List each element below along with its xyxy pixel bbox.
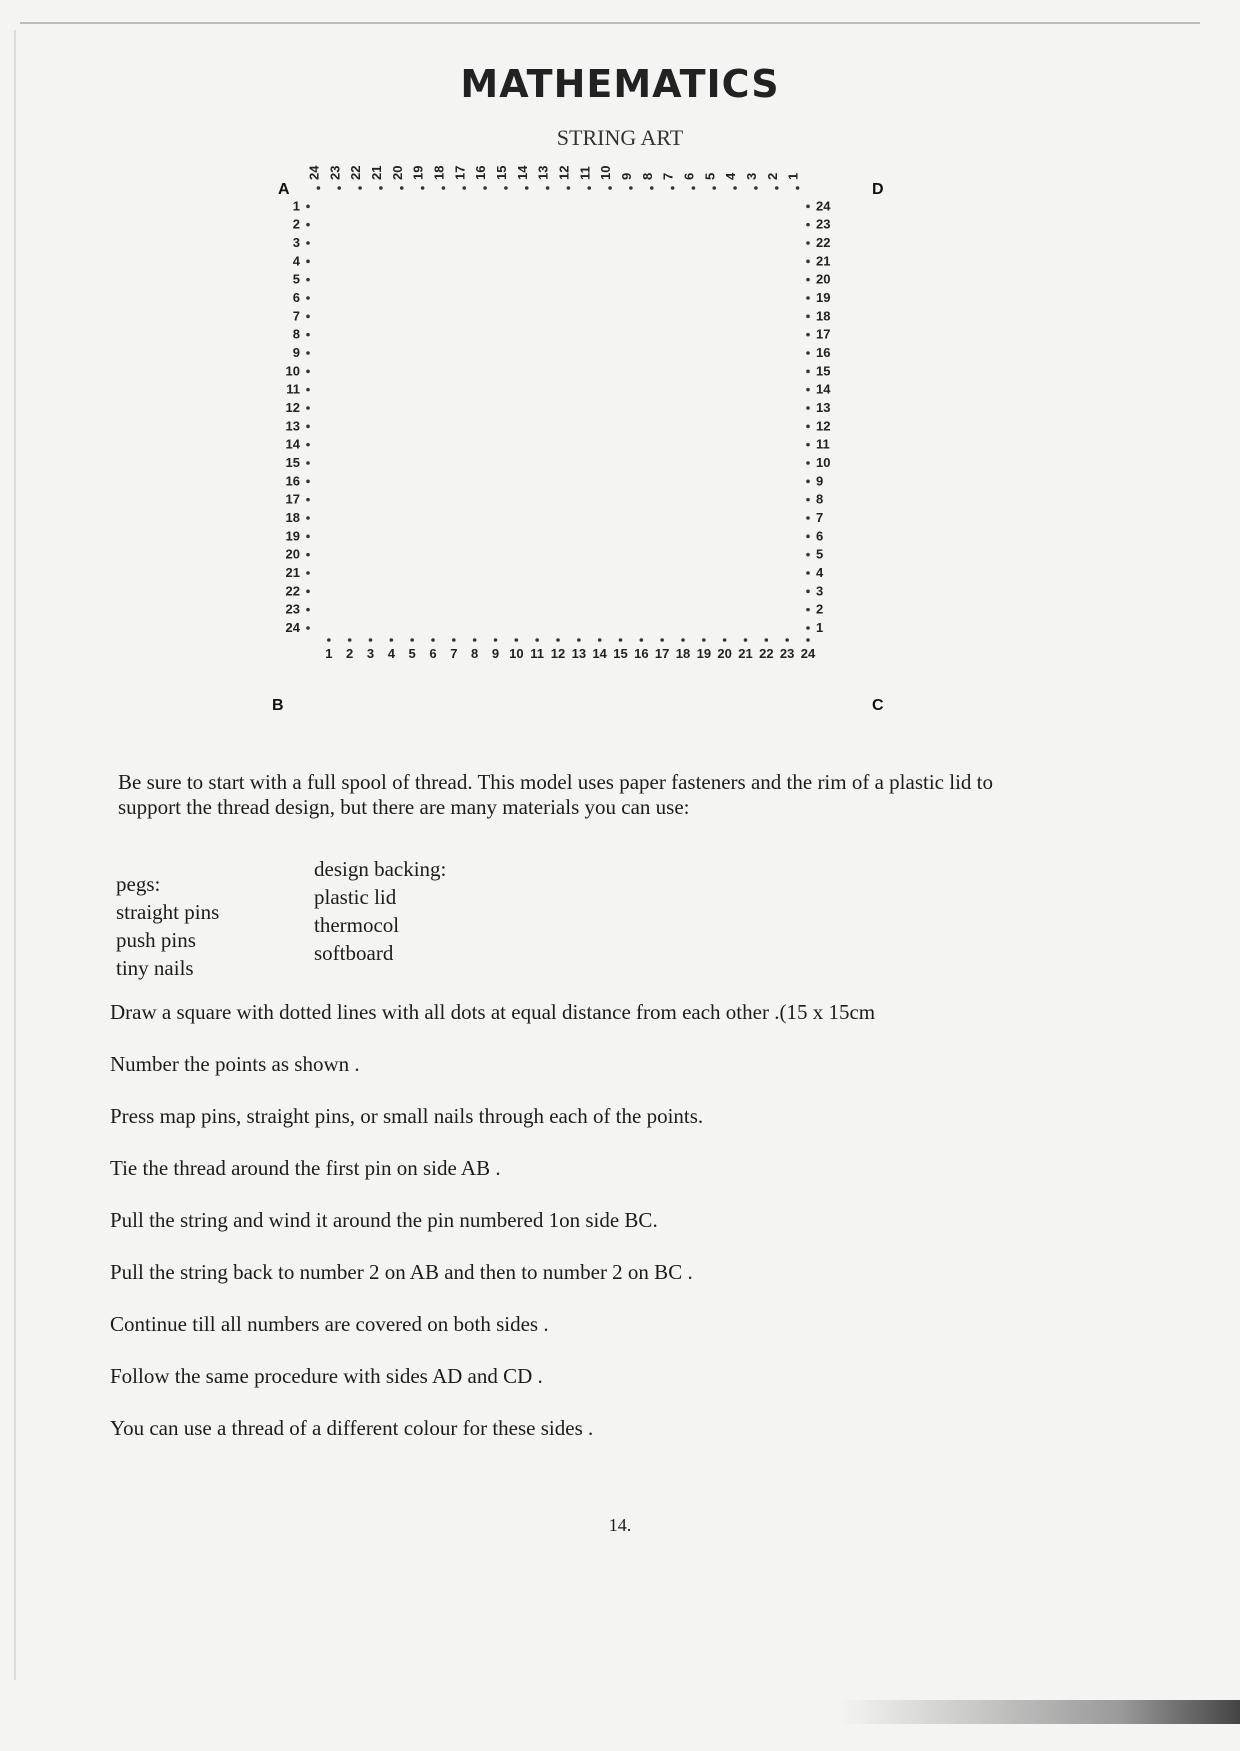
point-cd-13 (806, 406, 810, 410)
step-8: Follow the same procedure with sides AD and CD . (110, 1364, 543, 1388)
page-title: MATHEMATICS (460, 62, 780, 106)
label-cd-16: 16 (816, 345, 831, 360)
pegs-item: straight pins (116, 900, 220, 924)
label-ad-13: 13 (535, 165, 551, 180)
label-cd-5: 5 (816, 546, 824, 562)
label-ab-14: 14 (285, 436, 300, 452)
corner-label-a: A (278, 181, 290, 198)
label-ad-15: 15 (493, 165, 509, 180)
label-cd-2: 2 (816, 601, 824, 617)
point-cd-5 (806, 553, 810, 557)
label-ab-21: 21 (285, 565, 300, 580)
point-ab-5 (306, 278, 310, 282)
label-bc-23: 23 (779, 646, 795, 661)
point-cd-24 (806, 205, 810, 209)
backing-list (314, 855, 446, 967)
label-ab-8: 8 (292, 326, 300, 342)
label-ad-6: 6 (681, 172, 697, 180)
point-cd-19 (806, 296, 810, 300)
point-cd-1 (806, 626, 810, 630)
label-ab-4: 4 (292, 253, 300, 269)
point-ab-16 (306, 480, 310, 484)
label-ab-1: 1 (292, 198, 300, 214)
label-cd-3: 3 (816, 583, 824, 599)
point-ad-23 (337, 186, 341, 190)
point-cd-22 (806, 241, 810, 245)
point-ab-24 (306, 626, 310, 630)
point-cd-23 (806, 223, 810, 227)
point-ab-7 (306, 315, 310, 319)
label-bc-22: 22 (759, 646, 774, 661)
label-ab-2: 2 (292, 216, 300, 232)
step-5: Pull the string and wind it around the pin numbered 1on side BC. (110, 1208, 658, 1232)
point-bc-11 (535, 638, 539, 642)
point-ad-17 (462, 186, 466, 190)
point-ad-18 (442, 186, 446, 190)
instruction-steps (110, 1000, 1090, 1468)
label-ab-20: 20 (285, 546, 300, 562)
string-art-diagram (260, 160, 900, 720)
numbered-points (286, 165, 832, 661)
point-bc-19 (702, 638, 706, 642)
point-ad-4 (733, 186, 737, 190)
label-ad-11: 11 (577, 166, 593, 180)
point-ad-21 (379, 186, 383, 190)
label-ad-3: 3 (743, 172, 759, 180)
page-subtitle: STRING ART (556, 125, 684, 150)
label-ab-16: 16 (285, 473, 300, 489)
point-ab-19 (306, 535, 310, 539)
label-bc-18: 18 (675, 646, 691, 661)
point-ab-17 (306, 498, 310, 502)
point-bc-22 (765, 638, 769, 642)
label-bc-24: 24 (800, 646, 816, 661)
pegs-item: tiny nails (116, 956, 194, 980)
label-ab-6: 6 (292, 290, 300, 305)
point-cd-20 (806, 278, 810, 282)
label-bc-2: 2 (346, 646, 354, 661)
point-ad-19 (421, 186, 425, 190)
label-bc-20: 20 (717, 646, 732, 661)
point-ab-8 (306, 333, 310, 337)
label-ab-17: 17 (285, 491, 300, 507)
point-ab-10 (306, 370, 310, 374)
label-cd-20: 20 (816, 271, 831, 287)
scan-edge-top (20, 22, 1200, 24)
label-ab-3: 3 (292, 235, 300, 250)
label-bc-19: 19 (696, 646, 712, 661)
label-ad-14: 14 (514, 165, 530, 180)
label-ab-9: 9 (292, 345, 300, 360)
point-bc-7 (452, 638, 456, 642)
point-ab-2 (306, 223, 310, 227)
page-number: 14. (608, 1515, 632, 1535)
point-cd-16 (806, 351, 810, 355)
point-cd-18 (806, 315, 810, 319)
label-bc-13: 13 (571, 646, 587, 661)
label-ab-22: 22 (285, 583, 300, 599)
point-cd-2 (806, 608, 810, 612)
point-ab-4 (306, 260, 310, 264)
label-cd-21: 21 (816, 253, 831, 269)
label-bc-10: 10 (509, 646, 524, 661)
label-bc-3: 3 (366, 646, 375, 661)
label-ad-18: 18 (431, 165, 447, 180)
label-cd-17: 17 (816, 326, 831, 342)
point-bc-14 (598, 638, 602, 642)
point-ab-3 (306, 241, 310, 245)
label-ad-16: 16 (473, 165, 489, 180)
label-ab-12: 12 (285, 400, 300, 415)
point-ad-2 (775, 186, 779, 190)
label-cd-15: 15 (816, 363, 831, 379)
label-ad-12: 12 (556, 165, 572, 180)
point-ad-1 (796, 186, 800, 190)
point-bc-24 (806, 638, 810, 642)
label-ad-2: 2 (764, 172, 780, 180)
point-bc-21 (744, 638, 748, 642)
label-bc-8: 8 (471, 646, 479, 661)
label-cd-11: 11 (816, 436, 830, 452)
label-ad-22: 22 (348, 165, 364, 180)
string-art-svg (260, 160, 900, 720)
point-ad-20 (400, 186, 404, 190)
point-bc-5 (410, 638, 414, 642)
label-bc-6: 6 (429, 646, 437, 661)
intro-paragraph: Be sure to start with a full spool of thread. This model uses paper fasteners and the rim of a plastic lid to support the thread design, but there are many materials you can use: (118, 770, 993, 819)
label-ab-18: 18 (285, 510, 300, 525)
point-bc-4 (390, 638, 394, 642)
step-1: Draw a square with dotted lines with all dots at equal distance from each other .(15 x 15cm (110, 1000, 876, 1024)
label-cd-18: 18 (816, 308, 831, 324)
corner-label-c: C (872, 697, 884, 714)
scan-edge-left (14, 30, 16, 1680)
label-cd-9: 9 (816, 473, 824, 489)
corner-label-b: B (272, 697, 284, 714)
label-cd-7: 7 (816, 510, 824, 525)
label-ab-11: 11 (286, 381, 300, 397)
label-bc-5: 5 (408, 646, 416, 661)
label-bc-1: 1 (325, 646, 333, 661)
point-bc-3 (369, 638, 373, 642)
point-bc-20 (723, 638, 727, 642)
label-bc-4: 4 (387, 646, 395, 661)
label-cd-8: 8 (816, 491, 824, 507)
label-bc-9: 9 (491, 646, 500, 661)
label-cd-22: 22 (816, 235, 831, 250)
point-bc-8 (473, 638, 477, 642)
point-bc-18 (681, 638, 685, 642)
label-bc-14: 14 (592, 646, 607, 661)
backing-item: thermocol (314, 913, 400, 937)
corner-label-d: D (872, 181, 884, 198)
point-cd-9 (806, 480, 810, 484)
point-bc-9 (494, 638, 498, 642)
label-ab-23: 23 (285, 601, 300, 617)
point-ab-12 (306, 406, 310, 410)
step-7: Continue till all numbers are covered on both sides . (110, 1312, 549, 1336)
point-ad-24 (317, 186, 321, 190)
step-9: You can use a thread of a different colour for these sides . (110, 1416, 594, 1440)
point-cd-17 (806, 333, 810, 337)
point-ab-6 (306, 296, 310, 300)
step-4: Tie the thread around the first pin on side AB . (110, 1156, 501, 1180)
point-bc-13 (577, 638, 581, 642)
point-cd-8 (806, 498, 810, 502)
pegs-list (116, 870, 219, 982)
label-ad-8: 8 (639, 172, 655, 180)
point-cd-4 (806, 571, 810, 575)
label-bc-17: 17 (654, 646, 670, 661)
label-ab-7: 7 (292, 308, 300, 324)
point-ab-9 (306, 351, 310, 355)
point-ad-11 (587, 186, 591, 190)
point-ad-6 (692, 186, 696, 190)
label-cd-13: 13 (816, 400, 831, 415)
scan-shadow (840, 1700, 1240, 1724)
label-ad-10: 10 (598, 165, 614, 180)
label-cd-23: 23 (816, 216, 831, 232)
point-ad-14 (525, 186, 529, 190)
backing-item: plastic lid (314, 885, 397, 909)
label-ad-24: 24 (306, 165, 322, 180)
point-bc-2 (348, 638, 352, 642)
point-bc-1 (327, 638, 331, 642)
point-ad-15 (504, 186, 508, 190)
point-cd-6 (806, 535, 810, 539)
point-bc-23 (785, 638, 789, 642)
label-ad-19: 19 (410, 165, 426, 180)
point-cd-21 (806, 260, 810, 264)
point-ad-22 (358, 186, 362, 190)
step-6: Pull the string back to number 2 on AB and then to number 2 on BC . (110, 1260, 693, 1284)
label-ab-10: 10 (285, 363, 300, 379)
point-cd-14 (806, 388, 810, 392)
point-cd-3 (806, 590, 810, 594)
label-ad-7: 7 (660, 172, 676, 180)
point-cd-11 (806, 443, 810, 447)
label-bc-16: 16 (634, 646, 649, 661)
point-ad-8 (650, 186, 654, 190)
point-ad-9 (629, 186, 633, 190)
label-bc-12: 12 (550, 646, 566, 661)
point-ad-10 (608, 186, 612, 190)
point-cd-12 (806, 425, 810, 429)
pegs-item: push pins (116, 928, 196, 952)
point-ab-1 (306, 205, 310, 209)
label-ad-21: 21 (368, 165, 384, 180)
point-ab-11 (306, 388, 310, 392)
point-cd-10 (806, 461, 810, 465)
label-cd-14: 14 (816, 381, 831, 397)
label-cd-12: 12 (816, 418, 831, 434)
label-cd-19: 19 (816, 290, 831, 305)
backing-heading: design backing: (314, 857, 447, 881)
point-ad-7 (671, 186, 675, 190)
point-ab-21 (306, 571, 310, 575)
point-ad-5 (712, 186, 716, 190)
label-ad-5: 5 (702, 172, 718, 180)
label-cd-6: 6 (816, 528, 824, 544)
point-bc-6 (431, 638, 435, 642)
point-ad-3 (754, 186, 758, 190)
label-cd-24: 24 (816, 198, 831, 214)
step-2: Number the points as shown . (110, 1052, 360, 1076)
label-ad-9: 9 (618, 172, 634, 180)
point-ab-22 (306, 590, 310, 594)
label-ad-20: 20 (389, 165, 405, 180)
point-ab-13 (306, 425, 310, 429)
point-ab-18 (306, 516, 310, 520)
label-ab-19: 19 (285, 528, 300, 544)
label-bc-11: 11 (530, 646, 545, 661)
backing-item: softboard (314, 941, 394, 965)
label-ad-1: 1 (785, 172, 801, 180)
point-ab-23 (306, 608, 310, 612)
label-ad-23: 23 (327, 165, 343, 180)
label-ab-13: 13 (285, 418, 300, 434)
label-cd-1: 1 (816, 620, 824, 635)
label-cd-4: 4 (816, 565, 824, 580)
step-3: Press map pins, straight pins, or small nails through each of the points. (110, 1104, 704, 1128)
point-ab-15 (306, 461, 310, 465)
label-bc-21: 21 (738, 646, 753, 661)
point-bc-12 (556, 638, 560, 642)
label-ab-24: 24 (285, 620, 300, 635)
label-ad-4: 4 (723, 172, 739, 180)
point-bc-17 (660, 638, 664, 642)
point-bc-16 (640, 638, 644, 642)
label-cd-10: 10 (816, 455, 831, 470)
point-ab-14 (306, 443, 310, 447)
pegs-heading: pegs: (116, 872, 161, 896)
label-ab-5: 5 (292, 271, 300, 287)
point-ad-12 (567, 186, 571, 190)
point-bc-10 (515, 638, 519, 642)
label-bc-7: 7 (450, 646, 458, 661)
label-ad-17: 17 (452, 165, 468, 180)
label-ab-15: 15 (285, 455, 300, 470)
point-ad-13 (546, 186, 550, 190)
point-cd-7 (806, 516, 810, 520)
point-cd-15 (806, 370, 810, 374)
label-bc-15: 15 (613, 646, 628, 661)
point-bc-15 (619, 638, 623, 642)
point-ab-20 (306, 553, 310, 557)
point-ad-16 (483, 186, 487, 190)
